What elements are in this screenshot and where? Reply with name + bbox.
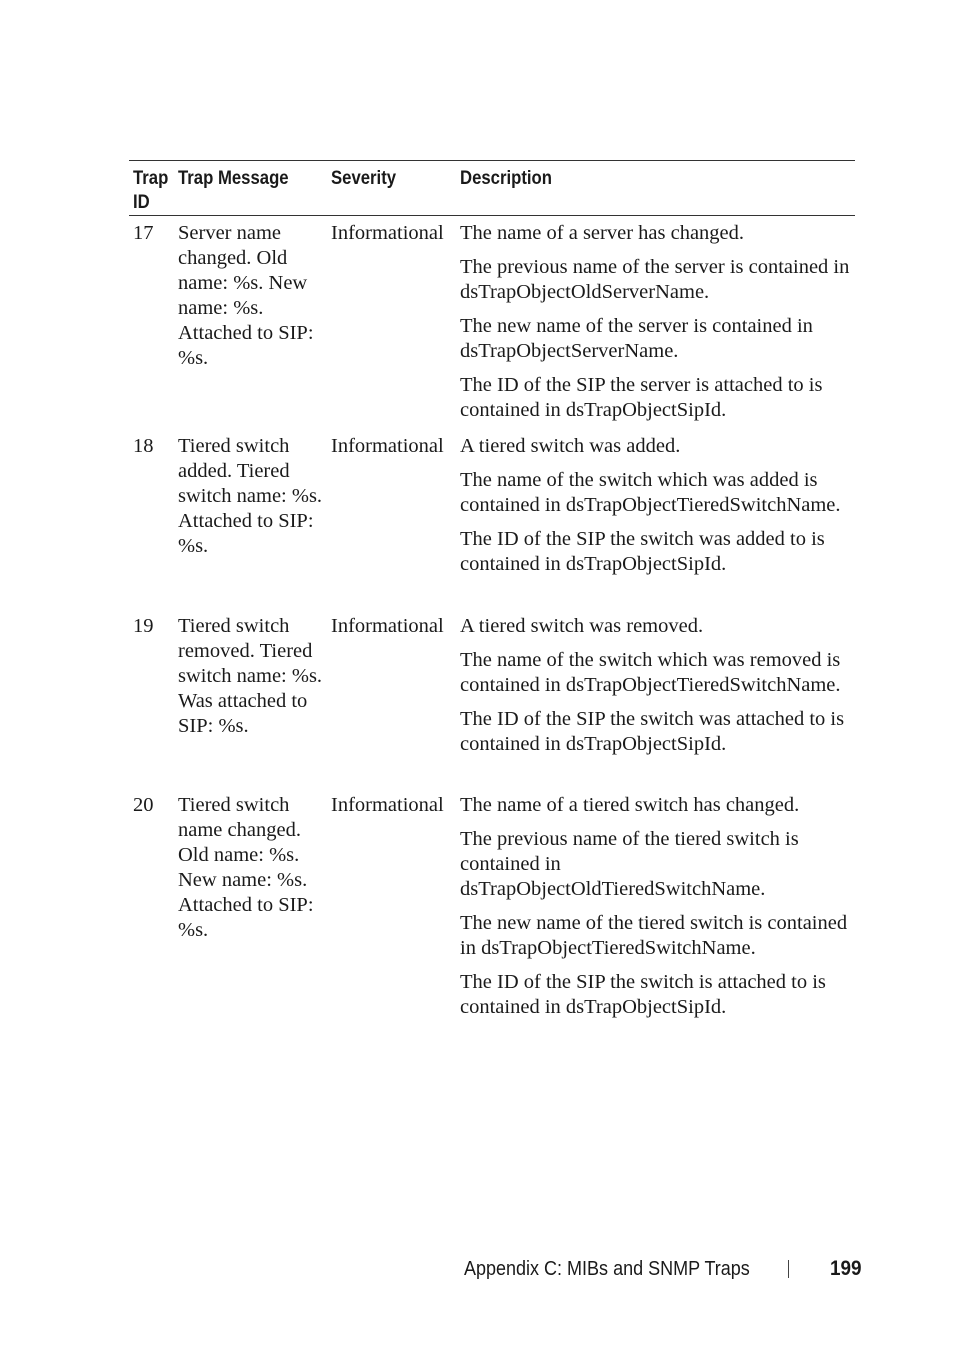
table-header-rule [129,215,855,216]
header-trap-message: Trap Message [178,168,289,189]
description-paragraph: The previous name of the tiered switch is contained in dsTrapObjectOldTieredSwitchName. [460,828,799,900]
page-footer [464,1255,864,1283]
description-paragraph: The previous name of the server is contained in dsTrapObjectOldServerName. [460,256,850,303]
description-paragraph: The ID of the SIP the switch was attached to is contained in dsTrapObjectSipId. [460,708,845,755]
header-description: Description [460,168,552,189]
trap-message-cell: Server name changed. Old name: %s. New name: %s. Attached to SIP: %s. [178,222,314,369]
table-header-row [129,161,855,215]
severity-cell: Informational [331,615,444,637]
description-paragraph: The name of a tiered switch has changed. [460,794,800,816]
trap-id-cell: 19 [133,615,154,637]
page-number: 199 [830,1257,862,1280]
description-paragraph: The new name of the server is contained in dsTrapObjectServerName. [460,315,813,362]
trap-id-cell: 20 [133,794,154,816]
trap-id-cell: 18 [133,435,154,457]
description-cell [460,217,855,430]
description-paragraph: The name of a server has changed. [460,222,745,244]
description-cell [460,610,855,789]
description-paragraph: The ID of the SIP the switch is attached to is contained in dsTrapObjectSipId. [460,971,826,1018]
description-paragraph: The ID of the SIP the switch was added to is contained in dsTrapObjectSipId. [460,528,825,575]
description-paragraph: A tiered switch was added. [460,435,681,457]
description-paragraph: The name of the switch which was added is contained in dsTrapObjectTieredSwitchName. [460,469,841,516]
description-paragraph: The name of the switch which was removed is contained in dsTrapObjectTieredSwitchName. [460,649,841,696]
description-paragraph: A tiered switch was removed. [460,615,704,637]
table-row [129,789,855,1039]
trap-table [129,160,855,1039]
trap-message-cell: Tiered switch name changed. Old name: %s. New name: %s. Attached to SIP: %s. [178,794,314,941]
trap-message-cell: Tiered switch removed. Tiered switch name: %s. Was attached to SIP: %s. [178,615,323,737]
description-cell [460,430,855,610]
header-trap-id: Trap ID [133,168,169,213]
table-row [129,430,855,610]
severity-cell: Informational [331,222,444,244]
header-severity: Severity [331,168,397,189]
description-paragraph: The new name of the tiered switch is contained in dsTrapObjectTieredSwitchName. [460,912,848,959]
footer-section-title: Appendix C: MIBs and SNMP Traps [464,1258,750,1280]
trap-id-cell: 17 [133,222,154,244]
description-paragraph: The ID of the SIP the server is attached to is contained in dsTrapObjectSipId. [460,374,823,421]
severity-cell: Informational [331,435,444,457]
table-row [129,217,855,430]
severity-cell: Informational [331,794,444,816]
description-cell [460,789,855,1039]
trap-message-cell: Tiered switch added. Tiered switch name: %s. Attached to SIP: %s. [178,435,323,557]
table-row [129,610,855,789]
footer-divider [788,1260,789,1278]
